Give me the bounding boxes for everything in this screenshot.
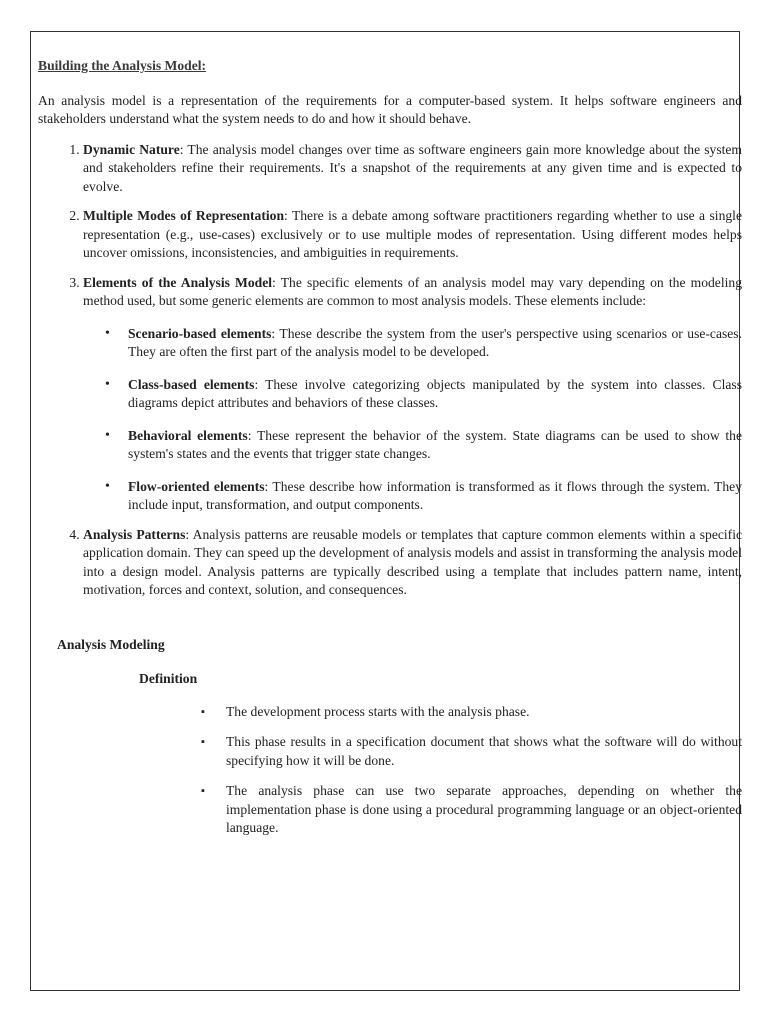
definition-item: ▪ This phase results in a specification document that shows what the software will do without specifying how it will be done. (226, 733, 742, 770)
item-text: : The specific elements of an analysis model may vary depending on the modeling method used, but some generic elements are common to most analysis models. These elements include: (83, 274, 742, 308)
list-item (83, 274, 742, 515)
bullet-text: : These involve categorizing objects manipulated by the system into classes. Class diagrams depict attributes and behaviors of these classes. (128, 376, 742, 410)
section-title: Analysis Modeling (57, 636, 165, 652)
item-text: : There is a debate among software practitioners regarding whether to use a single representation (e.g., use-cases) exclusively or to use multiple modes of representation. Using different modes helps uncover omissions, inconsistencies, and ambiguities in requirements. (83, 208, 742, 260)
bullet-term: Flow-oriented elements (128, 478, 265, 494)
list-item (83, 141, 742, 197)
item-term: Multiple Modes of Representation (83, 208, 285, 223)
item-term: Elements of the Analysis Model (83, 274, 273, 290)
list-item (83, 526, 742, 600)
bullet-item (128, 427, 742, 464)
bullet-text: : These describe the system from the user's perspective using scenarios or use-cases. They are often the first part of the analysis model to be developed. (128, 325, 742, 359)
bullet-item (128, 478, 742, 515)
bullet-term: Behavioral elements (128, 427, 248, 443)
bullet-item (128, 376, 742, 413)
definition-list (38, 703, 742, 838)
numbered-list (38, 141, 742, 600)
intro-paragraph: An analysis model is a representation of the requirements for a computer-based system. It helps software engineers and stakeholders understand what the system needs to do and how it should behave. (38, 92, 742, 126)
definition-item: ▪ The development process starts with the analysis phase. (226, 703, 742, 722)
item-term: Analysis Patterns (83, 526, 186, 542)
document-body (38, 57, 742, 850)
bullet-text: : These represent the behavior of the system. State diagrams can be used to show the system's states and the events that trigger state changes. (128, 427, 742, 461)
bullet-item (128, 325, 742, 362)
definition-item: ▪ The analysis phase can use two separate approaches, depending on whether the implementation phase is done using a procedural programming language or an object-oriented language. (226, 782, 742, 838)
item-text: : Analysis patterns are reusable models or templates that capture common elements within a specific application domain. They can speed up the development of analysis models and assist in transforming the analysis model into a design model. Analysis patterns are typically described using a template that includes pattern name, intent, motivation, forces and context, solution, and consequences. (83, 526, 743, 597)
list-item (83, 207, 742, 263)
bullet-term: Scenario-based elements (128, 325, 272, 341)
bullet-text: : These describe how information is transformed as it flows through the system. They include input, transformation, and output components. (128, 478, 742, 512)
item-text: : The analysis model changes over time as software engineers gain more knowledge about the system and stakeholders refine their requirements. It's a snapshot of the requirements at any given time and is expected to evolve. (83, 141, 742, 194)
document-heading: Building the Analysis Model: (38, 58, 207, 73)
subsection-title: Definition (139, 671, 198, 686)
elements-bullet-list (83, 325, 742, 515)
bullet-term: Class-based elements (128, 376, 255, 392)
item-term: Dynamic Nature (83, 141, 180, 157)
